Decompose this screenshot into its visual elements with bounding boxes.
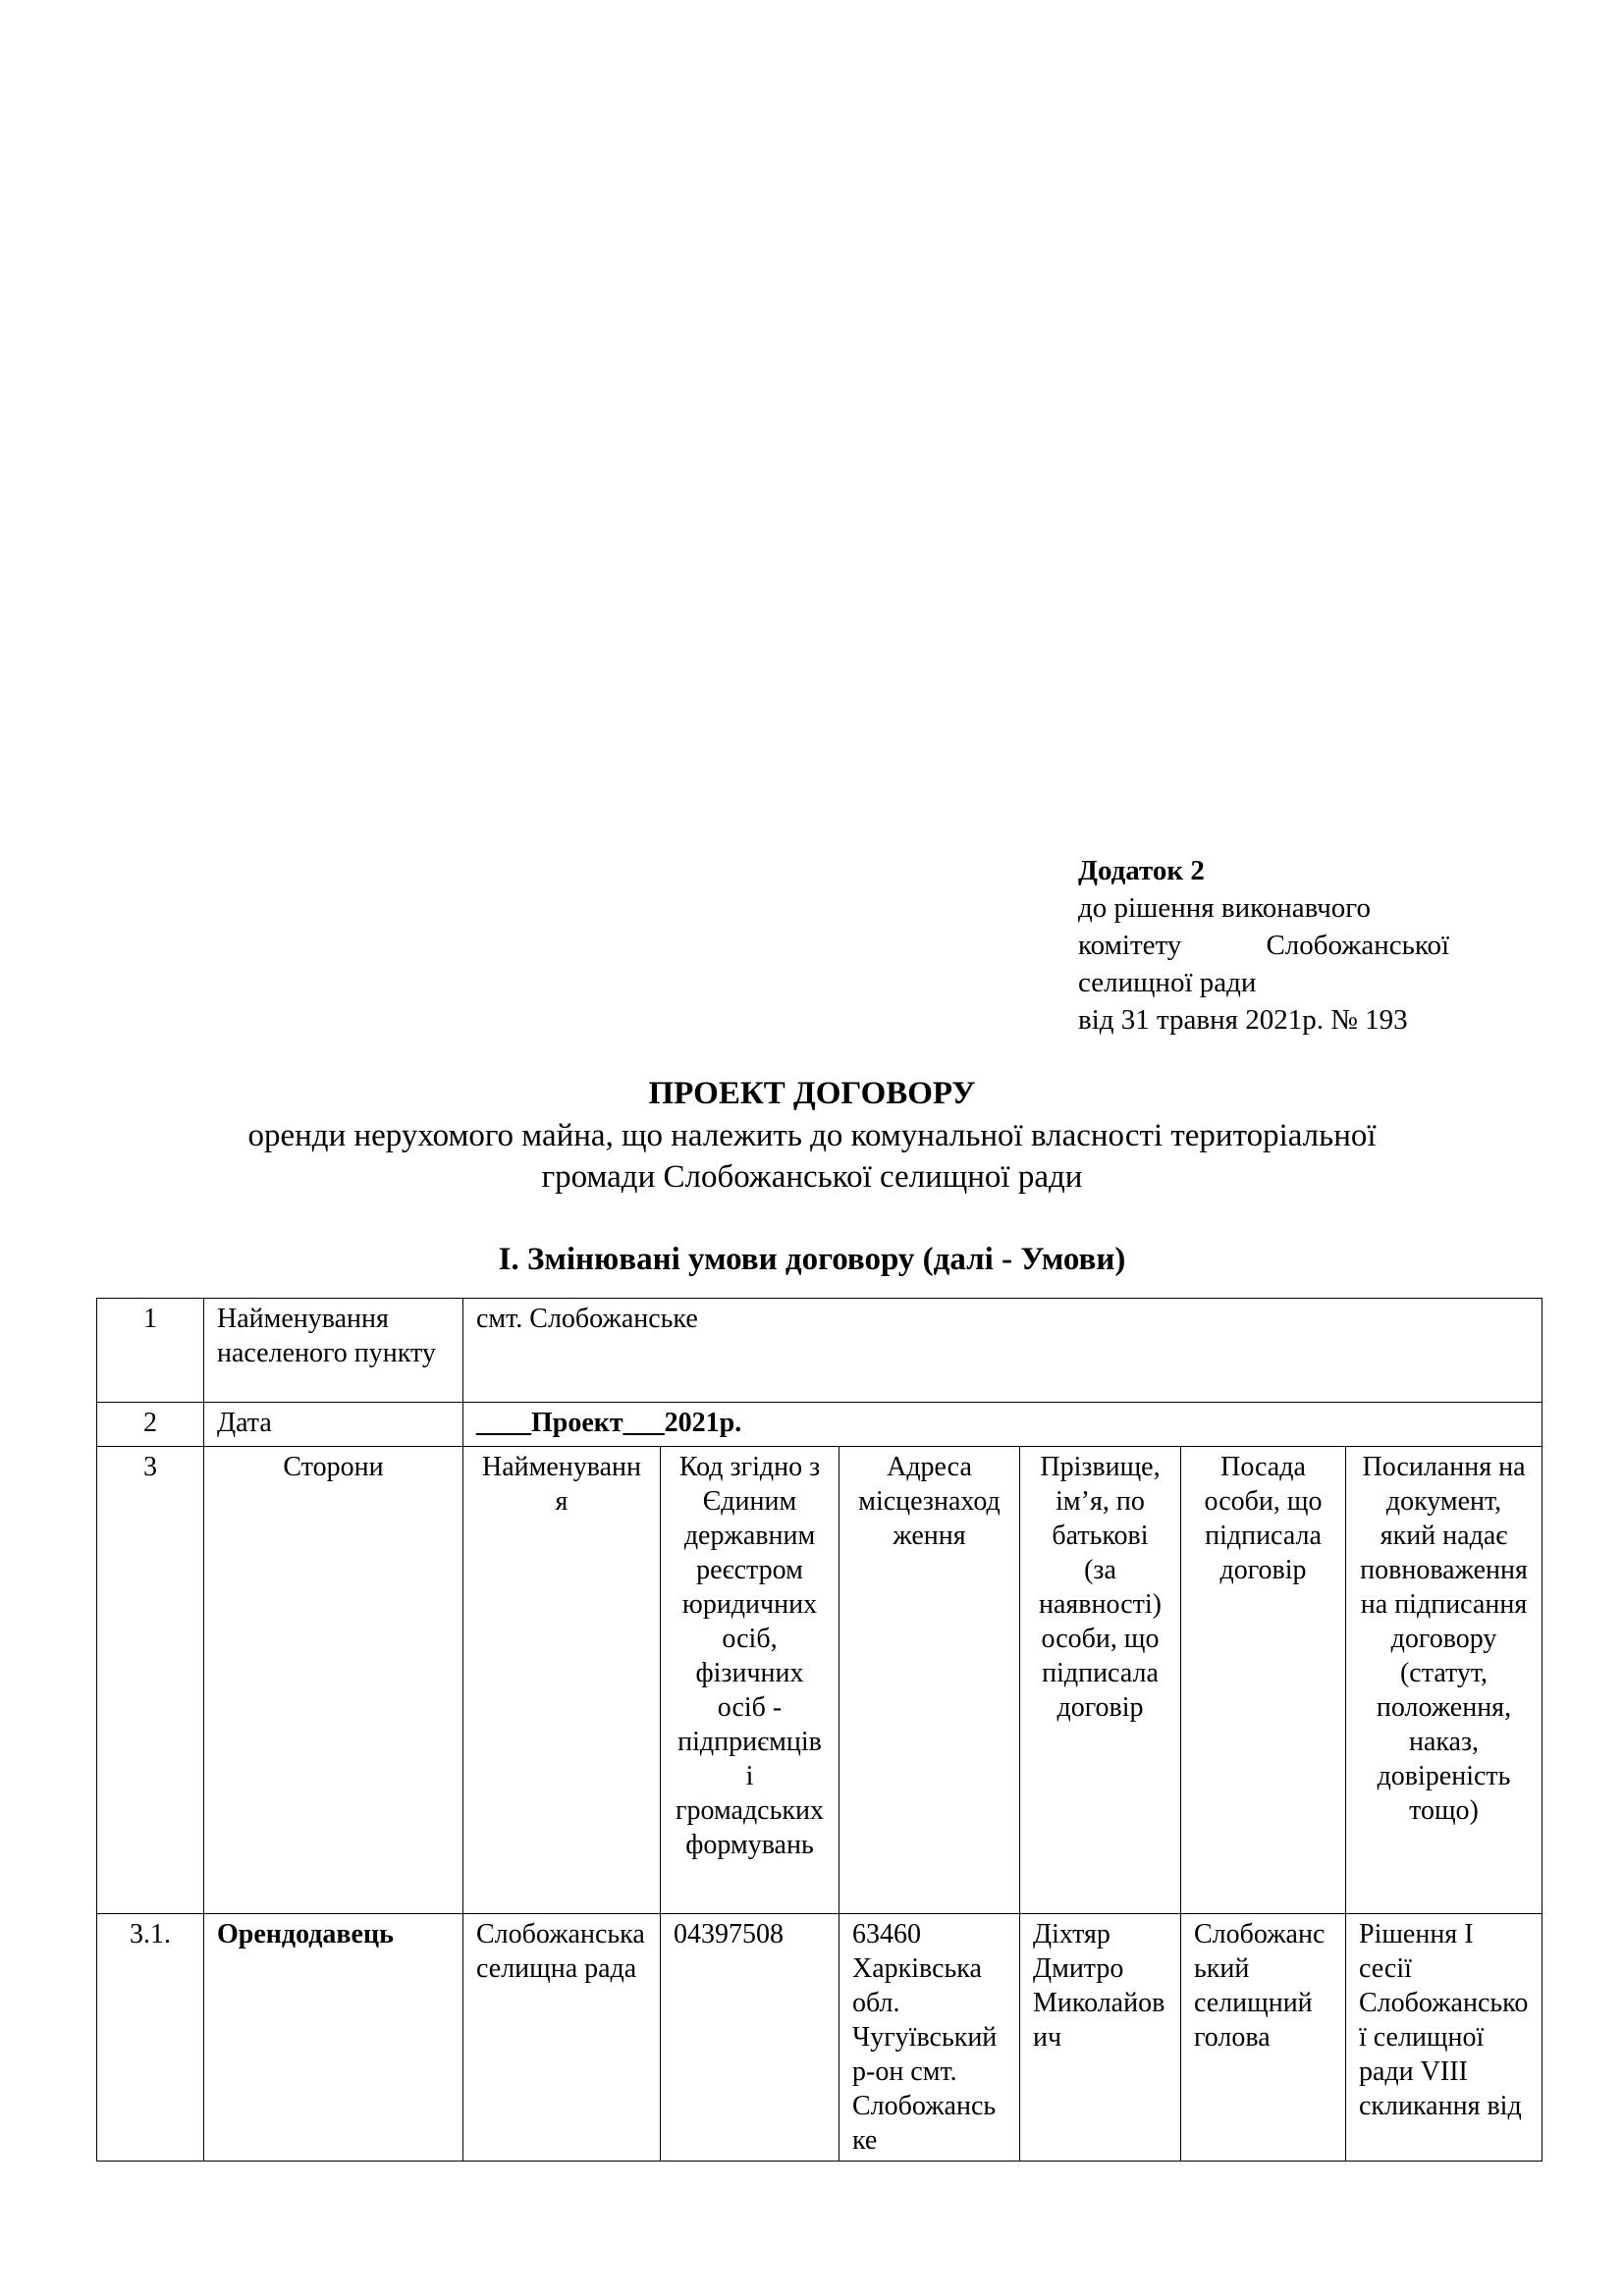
table-row bbox=[97, 1447, 1543, 1914]
row-number: 2 bbox=[97, 1403, 204, 1447]
annex-line-1: до рішення виконавчого bbox=[1078, 892, 1371, 924]
row-label: Орендодавець bbox=[204, 1914, 463, 2162]
annex-line-2-left: комітету bbox=[1078, 930, 1182, 961]
section-title: І. Змінювані умови договору (далі - Умови) bbox=[498, 1242, 1126, 1277]
row-number: 1 bbox=[97, 1299, 204, 1403]
cell-document: Рішення І сесії Слобожанської селищної ради VIII скликання від bbox=[1346, 1914, 1543, 2162]
header-person: Прізвище, ім’я, по батькові (за наявності) особи, що підписала договір bbox=[1020, 1447, 1181, 1914]
cell-position: Слобожанський селищний голова bbox=[1181, 1914, 1346, 2162]
table-row bbox=[97, 1299, 1543, 1403]
cell-person: Діхтяр Дмитро Миколайович bbox=[1020, 1914, 1181, 2162]
header-position: Посада особи, що підписала договір bbox=[1181, 1447, 1346, 1914]
row-value: смт. Слобожанське bbox=[463, 1299, 1543, 1403]
document-subtitle bbox=[0, 1115, 1624, 1198]
annex-title: Додаток 2 bbox=[1078, 855, 1205, 886]
cell-name: Слобожанська селищна рада bbox=[463, 1914, 661, 2162]
annex-line-2 bbox=[1078, 927, 1449, 964]
row-label: Найменування населеного пункту bbox=[204, 1299, 463, 1403]
header-name: Найменування bbox=[463, 1447, 661, 1914]
annex-line-4: від 31 травня 2021р. № 193 bbox=[1078, 1004, 1408, 1036]
row-value: ____Проект___2021р. bbox=[463, 1403, 1543, 1447]
row-number: 3.1. bbox=[97, 1914, 204, 2162]
annex-line-3: селищної ради bbox=[1078, 967, 1257, 998]
document-subtitle-line-1: оренди нерухомого майна, що належить до комунальної власності територіальної bbox=[247, 1118, 1377, 1153]
cell-address: 63460 Харківська обл. Чугуївський р-он смт. Слобожанське bbox=[839, 1914, 1020, 2162]
header-document: Посилання на документ, який надає повноваження на підписання договору (статут, положення, наказ, довіреність тощо) bbox=[1346, 1447, 1543, 1914]
header-code: Код згідно з Єдиним державним реєстром юридичних осіб, фізичних осіб - підприємців і громадських формувань bbox=[661, 1447, 839, 1914]
table-row bbox=[97, 1914, 1543, 2162]
annex-block bbox=[1078, 852, 1471, 1039]
row-number: 3 bbox=[97, 1447, 204, 1914]
cell-code: 04397508 bbox=[661, 1914, 839, 2162]
table-row bbox=[97, 1403, 1543, 1447]
annex-line-2-right: Слобожанської bbox=[1266, 930, 1449, 961]
document-subtitle-line-2: громади Слобожанської селищної ради bbox=[541, 1159, 1083, 1195]
row-label: Дата bbox=[204, 1403, 463, 1447]
header-address: Адреса місцезнаходження bbox=[839, 1447, 1020, 1914]
document-title: ПРОЕКТ ДОГОВОРУ bbox=[648, 1076, 976, 1111]
conditions-table bbox=[96, 1298, 1543, 2162]
row-label: Сторони bbox=[204, 1447, 463, 1914]
